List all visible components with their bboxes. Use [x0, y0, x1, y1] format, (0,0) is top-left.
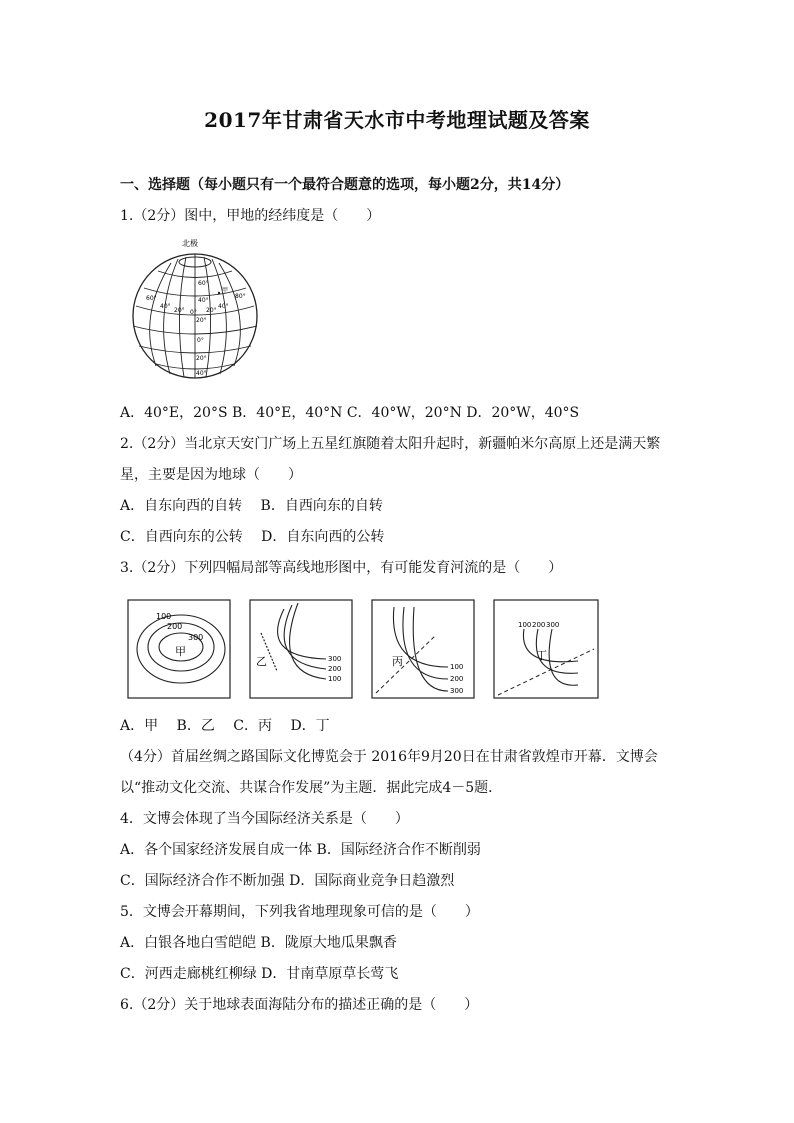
contour-map-yi — [250, 600, 352, 698]
contour-label: 100 — [156, 612, 172, 621]
lon-label: 60° — [146, 295, 157, 302]
q3-stem: 3.（2分）下列四幅局部等高线地形图中，有可能发育河流的是（ ） — [120, 560, 563, 576]
contour-figures — [126, 597, 606, 703]
contour-label: 100 — [518, 621, 532, 629]
contour-label: 100 — [328, 675, 342, 683]
contour-label: 200 — [450, 675, 464, 683]
q1-options: A．40°E，20°S B．40°E，40°N C．40°W，20°N D．20°W，40°S — [120, 405, 580, 421]
q3-options: A．甲 B．乙 C．丙 D．丁 — [120, 718, 330, 734]
contour-label: 300 — [546, 621, 560, 629]
globe-figure — [118, 236, 260, 386]
lat-label: 40° — [198, 297, 209, 304]
contour-map-jia — [128, 600, 230, 698]
intro-line1: （4分）首届丝绸之路国际文化博览会于 2016年9月20日在甘肃省敦煌市开幕．文博会 — [120, 749, 658, 765]
lat-label: 20° — [196, 355, 207, 362]
contour-label: 300 — [328, 655, 342, 663]
q5-stem: 5．文博会开幕期间，下列我省地理现象可信的是（ ） — [120, 904, 479, 920]
section-heading: 一、选择题（每小题只有一个最符合题意的选项，每小题2分，共14分） — [120, 177, 570, 193]
contour-label: 300 — [188, 633, 204, 642]
map-label-bing: 丙 — [392, 655, 403, 668]
lat-label: 0° — [197, 337, 204, 344]
page-title: 2017年甘肃省天水市中考地理试题及答案 — [204, 108, 590, 132]
q4-options-line2: C．国际经济合作不断加强 D．国际商业竞争日趋激烈 — [120, 873, 455, 889]
q6-stem: 6.（2分）关于地球表面海陆分布的描述正确的是（ ） — [120, 997, 479, 1013]
contour-map-ding — [494, 600, 598, 698]
q4-stem: 4．文博会体现了当今国际经济关系是（ ） — [120, 811, 409, 827]
q2-options-line1: A．自东向西的自转 B．自西向东的自转 — [120, 498, 383, 514]
north-pole-label: 北极 — [182, 239, 198, 248]
contour-label: 200 — [328, 665, 342, 673]
lat-label: 60° — [198, 280, 209, 287]
lon-label: 20° — [206, 307, 217, 314]
lat-label: 40° — [196, 370, 207, 377]
contour-label: 300 — [450, 687, 464, 695]
lon-label: 0° — [190, 309, 197, 316]
q2-options-line2: C．自西向东的公转 D．自东向西的公转 — [120, 529, 385, 545]
q2-stem-line2: 星，主要是因为地球（ ） — [120, 467, 302, 483]
lat-label: 20° — [196, 317, 207, 324]
map-label-jia: 甲 — [175, 645, 186, 658]
point-label-jia: 甲 — [222, 287, 229, 294]
q2-stem-line1: 2.（2分）当北京天安门广场上五星红旗随着太阳升起时，新疆帕米尔高原上还是满天繁 — [120, 436, 661, 452]
lon-label: 40° — [160, 303, 171, 310]
contour-map-bing — [372, 600, 474, 698]
map-label-yi: 乙 — [256, 655, 267, 668]
q5-options-line2: C．河西走廊桃红柳绿 D．甘南草原草长莺飞 — [120, 966, 399, 982]
lon-label: 40° — [218, 303, 229, 310]
intro-line2: 以“推动文化交流、共谋合作发展”为主题．据此完成4－5题． — [120, 780, 503, 796]
q4-options-line1: A．各个国家经济发展自成一体 B．国际经济合作不断削弱 — [120, 842, 481, 858]
q1-stem: 1.（2分）图中，甲地的经纬度是（ ） — [120, 208, 381, 224]
map-label-ding: 丁 — [536, 649, 547, 662]
contour-label: 200 — [167, 622, 183, 631]
lon-label: 20° — [174, 307, 185, 314]
q5-options-line1: A．白银各地白雪皑皑 B．陇原大地瓜果飘香 — [120, 935, 397, 951]
contour-label: 200 — [532, 621, 546, 629]
lon-label: 80° — [235, 293, 246, 300]
contour-label: 100 — [450, 663, 464, 671]
